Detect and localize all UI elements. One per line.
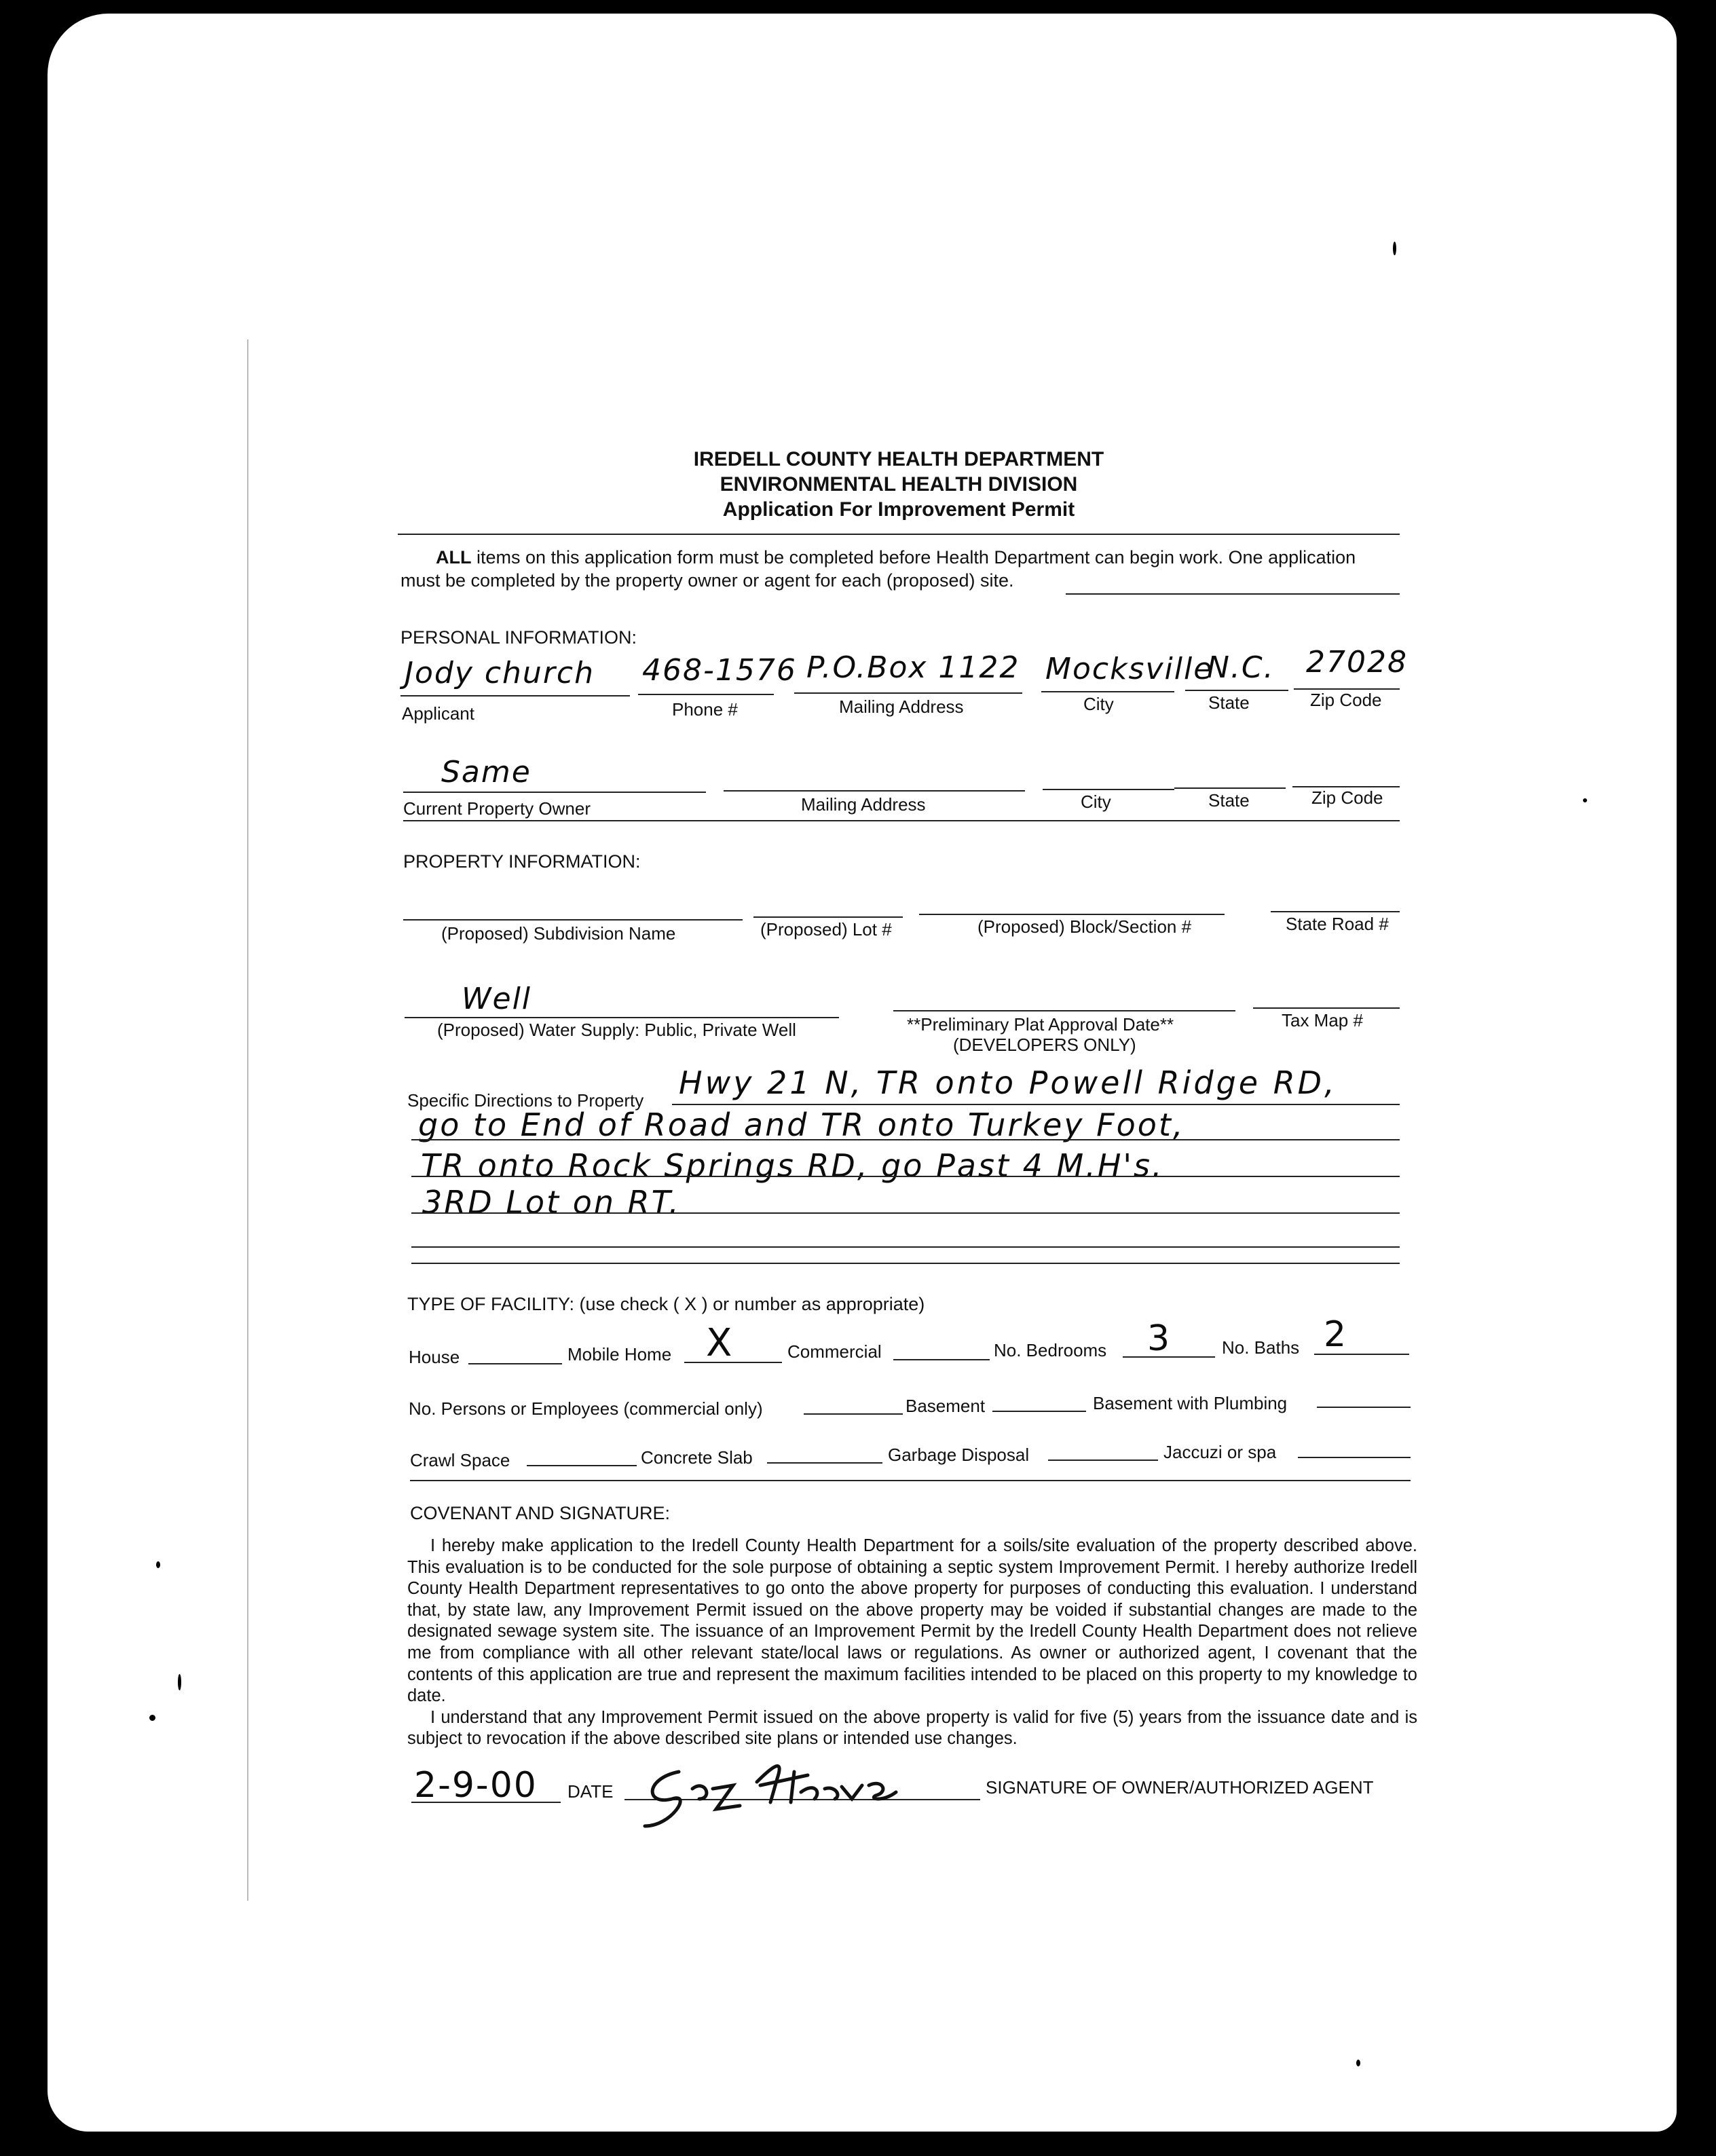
scan-speck — [1583, 798, 1587, 802]
plat-label: **Preliminary Plat Approval Date** — [907, 1014, 1174, 1035]
directions-line-2[interactable]: go to End of Road and TR onto Turkey Foot, — [418, 1107, 1185, 1143]
baths-value[interactable]: 2 — [1324, 1314, 1348, 1355]
tax-map-label: Tax Map # — [1282, 1010, 1363, 1030]
directions-rule-6 — [411, 1263, 1400, 1264]
mailing-label: Mailing Address — [839, 696, 964, 717]
basement-plumbing-label: Basement with Plumbing — [1093, 1393, 1288, 1413]
mailing-line — [794, 692, 1022, 694]
scan-speck — [149, 1715, 155, 1721]
state-value[interactable]: N.C. — [1207, 650, 1275, 685]
house-label: House — [409, 1347, 460, 1367]
mobile-home-value[interactable]: X — [706, 1321, 734, 1365]
directions-rule-5 — [411, 1246, 1400, 1248]
house-line[interactable] — [468, 1363, 562, 1364]
state-label: State — [1208, 692, 1250, 713]
state-road-label: State Road # — [1286, 914, 1389, 934]
instructions-line-2: must be completed by the property owner or agent for each (proposed) site. — [400, 570, 1014, 591]
bedrooms-label: No. Bedrooms — [994, 1340, 1107, 1360]
owner-state-line — [1174, 787, 1286, 789]
concrete-slab-label: Concrete Slab — [641, 1447, 753, 1468]
city-label: City — [1083, 694, 1114, 714]
covenant-heading: COVENANT AND SIGNATURE: — [410, 1503, 671, 1523]
subdivision-label: (Proposed) Subdivision Name — [441, 923, 676, 944]
scan-speck — [1393, 242, 1396, 255]
owner-mailing-label: Mailing Address — [801, 794, 926, 815]
subdivision-line — [403, 919, 743, 921]
owner-zip-label: Zip Code — [1311, 787, 1383, 808]
basement-plumbing-line[interactable] — [1317, 1407, 1411, 1408]
directions-line-4[interactable]: 3RD Lot on RT. — [422, 1184, 681, 1221]
tax-map-line — [1253, 1007, 1400, 1009]
covenant-paragraph-2: I understand that any Improvement Permit issued on the above property is valid for five (5) years from the issuance date and is subject to revocation if the above described site plans or intended use changes. — [407, 1707, 1417, 1749]
directions-label: Specific Directions to Property — [407, 1090, 644, 1111]
zip-label: Zip Code — [1310, 690, 1382, 710]
garbage-disposal-line[interactable] — [1048, 1460, 1158, 1461]
plat-note: (DEVELOPERS ONLY) — [953, 1035, 1136, 1055]
signature-label: SIGNATURE OF OWNER/AUTHORIZED AGENT — [986, 1777, 1374, 1798]
persons-label: No. Persons or Employees (commercial only) — [409, 1398, 763, 1419]
scan-streak — [247, 339, 248, 1901]
jacuzzi-line[interactable] — [1298, 1457, 1411, 1458]
owner-city-line — [1043, 789, 1174, 790]
owner-city-label: City — [1081, 792, 1111, 812]
concrete-slab-line[interactable] — [767, 1462, 882, 1464]
header-line-1: IREDELL COUNTY HEALTH DEPARTMENT — [693, 448, 1104, 470]
owner-label: Current Property Owner — [403, 798, 591, 819]
lot-line — [753, 916, 903, 918]
covenant-text — [407, 1536, 1417, 1750]
mobile-home-label: Mobile Home — [567, 1344, 672, 1364]
instructions-rule — [1066, 593, 1400, 595]
applicant-label: Applicant — [402, 703, 474, 724]
state-line — [1185, 690, 1288, 691]
mailing-value[interactable]: P.O.Box 1122 — [806, 650, 1020, 685]
crawl-space-line[interactable] — [527, 1465, 637, 1466]
baths-label: No. Baths — [1222, 1337, 1300, 1358]
applicant-value[interactable]: Jody church — [405, 656, 595, 690]
header-line-2: ENVIRONMENTAL HEALTH DIVISION — [720, 473, 1078, 496]
basement-line[interactable] — [992, 1411, 1086, 1412]
directions-rule-4 — [411, 1212, 1400, 1214]
date-line — [411, 1802, 561, 1803]
basement-label: Basement — [906, 1396, 986, 1416]
commercial-label: Commercial — [787, 1341, 882, 1362]
covenant-paragraph-1: I hereby make application to the Iredell County Health Department for a soils/site evaluation of the property described above. This evaluation is to be conducted for the sole purpose of obtaining a septic system Improvement Permit. I hereby authorize Iredell County Health Department representatives to go onto the above property for purposes of conducting this evaluation. I understand that, by state law, any Improvement Permit issued on the above property may be voided if substantial changes are made to the designated sewage system site. The issuance of an Improvement Permit by the Iredell County Health Department does not relieve me from compliance with all other relevant state/local laws or regulations. As owner or authorized agent, I covenant that the contents of this application are true and represent the maximum facilities intended to be placed on this property to my knowledge to date. — [407, 1536, 1417, 1706]
crawl-space-label: Crawl Space — [410, 1450, 510, 1470]
personal-heading: PERSONAL INFORMATION: — [400, 627, 637, 648]
facility-heading: TYPE OF FACILITY: (use check ( X ) or number as appropriate) — [407, 1294, 925, 1314]
owner-value[interactable]: Same — [441, 755, 531, 789]
date-label: DATE — [567, 1781, 614, 1802]
jacuzzi-label: Jaccuzi or spa — [1163, 1442, 1277, 1462]
garbage-disposal-label: Garbage Disposal — [888, 1445, 1030, 1465]
owner-state-label: State — [1208, 790, 1250, 811]
property-heading: PROPERTY INFORMATION: — [403, 851, 641, 872]
persons-line[interactable] — [804, 1413, 903, 1415]
personal-rule — [403, 820, 1400, 821]
zip-value[interactable]: 27028 — [1306, 645, 1408, 680]
header-line-3: Application For Improvement Permit — [722, 498, 1075, 521]
scan-speck — [339, 2138, 421, 2146]
block-label: (Proposed) Block/Section # — [977, 916, 1192, 937]
water-supply-label: (Proposed) Water Supply: Public, Private Well — [437, 1020, 796, 1040]
owner-line — [403, 792, 706, 793]
date-value[interactable]: 2-9-00 — [414, 1765, 538, 1806]
phone-line — [638, 694, 774, 695]
water-supply-value[interactable]: Well — [462, 982, 532, 1016]
state-road-line — [1271, 911, 1400, 912]
scan-speck — [1682, 1701, 1687, 1708]
applicant-line — [400, 695, 630, 696]
instructions-line-1: ALL items on this application form must be completed before Health Department can begin work. One application — [436, 547, 1356, 568]
city-value[interactable]: Mocksville — [1045, 652, 1214, 686]
directions-rule-1 — [672, 1104, 1400, 1105]
phone-label: Phone # — [672, 699, 738, 720]
scan-speck — [178, 1674, 181, 1690]
city-line — [1041, 691, 1174, 692]
phone-value[interactable]: 468-1576 — [642, 653, 797, 688]
plat-line — [893, 1010, 1235, 1011]
lot-label: (Proposed) Lot # — [760, 919, 892, 940]
bedrooms-value[interactable]: 3 — [1147, 1318, 1172, 1359]
signature-scribble[interactable] — [631, 1751, 916, 1833]
facility-rule — [410, 1480, 1411, 1481]
water-supply-line — [405, 1017, 839, 1018]
directions-line-1[interactable]: Hwy 21 N, TR onto Powell Ridge RD, — [679, 1064, 1337, 1101]
scan-speck — [156, 1561, 160, 1568]
scan-speck — [1356, 2060, 1360, 2066]
directions-rule-3 — [411, 1176, 1400, 1177]
header-rule — [398, 534, 1400, 535]
owner-mailing-line — [724, 790, 1025, 792]
directions-rule-2 — [411, 1139, 1400, 1140]
block-line — [919, 914, 1225, 915]
directions-line-3[interactable]: TR onto Rock Springs RD, go Past 4 M.H's. — [421, 1147, 1164, 1184]
commercial-line[interactable] — [893, 1359, 990, 1360]
